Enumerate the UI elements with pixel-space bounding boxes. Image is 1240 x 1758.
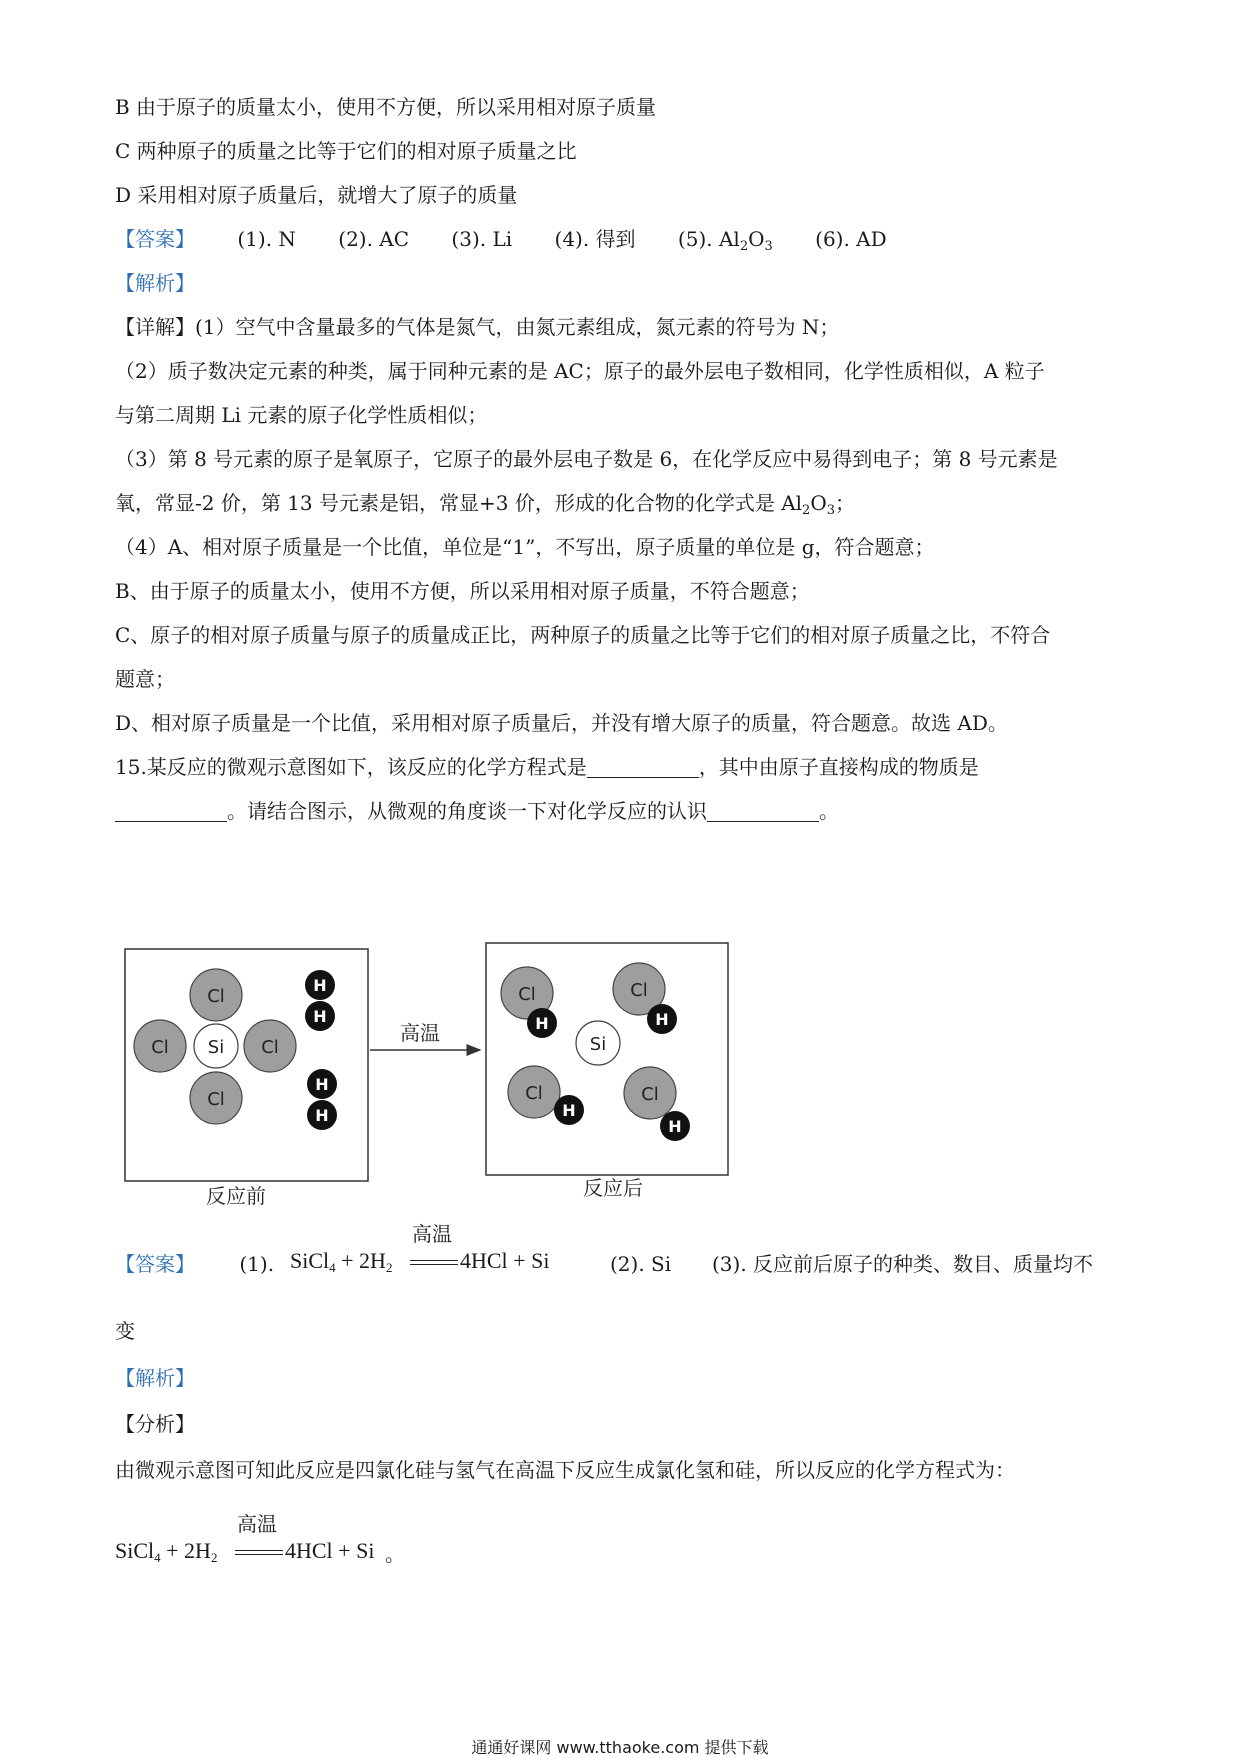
eq1-sicl: SiCl	[290, 1248, 330, 1273]
answer-blank-1[interactable]	[587, 755, 699, 778]
answer-item-6: (6). AD	[815, 227, 887, 251]
detail-4: （3）第 8 号元素的原子是氧原子，它原子的最外层电子数是 6，在化学反应中易得到电子；第 8 号元素是	[115, 447, 1058, 471]
equation-1	[290, 1218, 570, 1288]
ans5-prefix: (5). Al	[677, 227, 740, 251]
detail-8: C、原子的相对原子质量与原子的质量成正比，两种原子的质量之比等于它们的相对原子质量之比，不符合	[115, 623, 1051, 647]
detail-5-a: 氧，常显-2 价，第 13 号元素是铝，常显+3 价，形成的化合物的化学式是 Al	[115, 491, 803, 515]
eq2-sicl: SiCl	[115, 1538, 155, 1563]
h-label: H	[562, 1101, 576, 1120]
answer-item-3: (3). Li	[451, 227, 513, 251]
detail-3: 与第二周期 Li 元素的原子化学性质相似；	[115, 403, 488, 427]
answer2-item-2: (2). Si	[610, 1252, 672, 1276]
page-footer: 通通好课网 www.tthaoke.com 提供下载	[471, 1738, 769, 1757]
eq2-plus-h: + 2H	[160, 1538, 211, 1563]
h-label: H	[315, 1075, 329, 1094]
reaction-diagram	[118, 940, 738, 1208]
ans5-sub2: 3	[764, 239, 773, 254]
answer-item-4: (4). 得到	[554, 227, 636, 251]
after-label: 反应后	[583, 1176, 643, 1200]
cl-label: Cl	[207, 986, 225, 1007]
detail-5-c: ；	[835, 491, 856, 515]
h-label: H	[655, 1010, 669, 1029]
ans5-sub1: 2	[739, 239, 749, 254]
answer2-continuation: 变	[115, 1319, 135, 1343]
eq2-right: 4HCl + Si	[285, 1538, 375, 1563]
detail-5	[115, 489, 855, 517]
detail-2: （2）质子数决定元素的种类，属于同种元素的是 AC；原子的最外层电子数相同，化学性质相似，A 粒子	[115, 359, 1045, 383]
analysis-tag: 【解析】	[115, 271, 195, 295]
detail-10: D、相对原子质量是一个比值，采用相对原子质量后，并没有增大原子的质量，符合题意。故选 AD。	[115, 711, 1008, 735]
si-label: Si	[207, 1037, 225, 1058]
answer-tag: 【答案】	[115, 227, 195, 251]
detail-1: 【详解】(1）空气中含量最多的气体是氮气，由氮元素组成，氮元素的符号为 N；	[115, 315, 840, 339]
answer-line-1	[115, 225, 923, 253]
ans5-mid: O	[748, 227, 765, 251]
before-label: 反应前	[206, 1184, 266, 1208]
q15-text-c: 。请结合图示，从微观的角度谈一下对化学反应的认识	[227, 799, 707, 823]
option-c: C 两种原子的质量之比等于它们的相对原子质量之比	[115, 139, 577, 163]
detail-5-sub2: 3	[826, 503, 836, 518]
q15-text-a: 15.某反应的微观示意图如下，该反应的化学方程式是	[115, 755, 587, 779]
h-label: H	[668, 1117, 682, 1136]
detail-5-b: O	[810, 491, 827, 515]
question-15-line-1	[115, 753, 979, 781]
answer2-item-3: (3). 反应前后原子的种类、数目、质量均不	[712, 1252, 1094, 1276]
detail-5-sub1: 2	[802, 503, 811, 518]
fenxi-tag: 【分析】	[115, 1412, 195, 1436]
cl-label: Cl	[261, 1037, 279, 1058]
fenxi-text: 由微观示意图可知此反应是四氯化硅与氢气在高温下反应生成氯化氢和硅，所以反应的化学方程式为：	[115, 1458, 1015, 1482]
eq2-period: 。	[385, 1544, 405, 1566]
si-label: Si	[589, 1034, 607, 1055]
cl-label: Cl	[630, 980, 648, 1001]
eq1-double-line	[410, 1260, 458, 1265]
cl-label: Cl	[151, 1037, 169, 1058]
eq1-left	[290, 1248, 392, 1274]
eq1-condition: 高温	[412, 1224, 452, 1246]
answer-item-5	[677, 227, 773, 254]
answer-item-1: (1). N	[237, 227, 296, 251]
answer2-item-1: (1).	[239, 1252, 275, 1276]
question-15-line-2	[115, 797, 839, 825]
eq1-plus-h: + 2H	[335, 1248, 386, 1273]
eq1-sub2: 2	[385, 1260, 393, 1275]
h-label: H	[313, 976, 327, 995]
q15-text-b: ，其中由原子直接构成的物质是	[698, 755, 979, 779]
h-label: H	[313, 1007, 327, 1026]
option-d: D 采用相对原子质量后，就增大了原子的质量	[115, 183, 518, 207]
h-label: H	[535, 1014, 549, 1033]
analysis-tag-2: 【解析】	[115, 1366, 195, 1390]
q15-text-d: 。	[819, 799, 839, 823]
equation-2	[115, 1508, 415, 1578]
detail-9: 题意；	[115, 667, 175, 691]
answer-item-2: (2). AC	[338, 227, 410, 251]
eq2-left	[115, 1538, 217, 1564]
eq1-right: 4HCl + Si	[460, 1248, 550, 1273]
answer-line-2	[115, 1250, 274, 1278]
cl-label: Cl	[525, 1083, 543, 1104]
eq2-condition: 高温	[237, 1514, 277, 1536]
answer-blank-2[interactable]	[115, 799, 227, 822]
arrow-condition-label: 高温	[400, 1021, 440, 1045]
eq2-double-line	[235, 1550, 283, 1555]
answer-tag-2: 【答案】	[115, 1252, 195, 1276]
eq2-sub4: 4	[154, 1550, 161, 1565]
detail-6: （4）A、相对原子质量是一个比值，单位是“1”，不写出，原子质量的单位是 g，符合题意；	[115, 535, 935, 559]
cl-label: Cl	[641, 1084, 659, 1105]
eq2-sub2: 2	[210, 1550, 218, 1565]
answer-blank-3[interactable]	[707, 799, 819, 822]
eq1-sub4: 4	[329, 1260, 336, 1275]
detail-7: B、由于原子的质量太小，使用不方便，所以采用相对原子质量，不符合题意；	[115, 579, 810, 603]
cl-label: Cl	[207, 1089, 225, 1110]
cl-label: Cl	[518, 984, 536, 1005]
h-label: H	[315, 1106, 329, 1125]
option-b: B 由于原子的质量太小，使用不方便，所以采用相对原子质量	[115, 95, 657, 119]
